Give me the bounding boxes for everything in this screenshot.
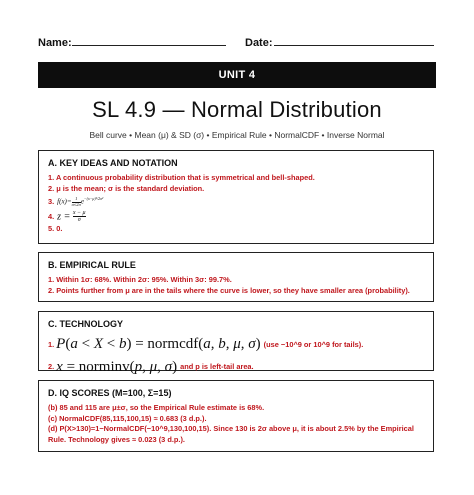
- section-heading: B. EMPIRICAL RULE: [48, 260, 136, 270]
- page-subtitle: Bell curve • Mean (μ) & SD (σ) • Empirical Rule • NormalCDF • Inverse Normal: [89, 130, 385, 140]
- text: symmetrical: [211, 173, 255, 182]
- item-number: 1.: [48, 339, 55, 349]
- text: bell-shaped: [271, 173, 313, 182]
- key-item-4: [48, 209, 424, 224]
- iq-line-c: (c) NormalCDF(85,115,100,15) ≈ 0.683 (3 d.p.).: [48, 413, 207, 423]
- page-title: SL 4.9 — Normal Distribution: [92, 97, 382, 122]
- text: .: [202, 183, 205, 193]
- text: standard deviation: [136, 183, 203, 193]
- item-number: 2.: [48, 362, 55, 372]
- text: .: [312, 173, 315, 182]
- key-item-2: [48, 184, 424, 195]
- text: 2. μ is the mean; σ is the: [48, 183, 137, 193]
- date-label: Date:: [245, 37, 273, 49]
- z-score-formula: z = $\frac{x - \mu}{\sigma}$: [57, 209, 86, 224]
- key-item-3: [48, 194, 424, 209]
- key-item-5: 5. 0.: [48, 224, 63, 234]
- norminv-formula: x = norminv(p, μ, σ): [56, 358, 178, 375]
- normcdf-formula: P(a < X < b) = normcdf(a, b, μ, σ): [56, 336, 261, 352]
- empirical-item-1: 1. Within 1σ: 68%. Within 2σ: 95%. Within 3σ: 99.7%.: [48, 275, 232, 284]
- tech-item-2: [48, 357, 424, 379]
- item-number: 3.: [48, 196, 55, 206]
- unit-label: UNIT 4: [218, 69, 256, 81]
- name-line[interactable]: [72, 45, 226, 46]
- text: 1. A continuous probability distribution that is: [48, 173, 212, 182]
- tech-note: (use −10^9 or 10^9 for tails).: [263, 339, 364, 349]
- iq-line-d: (d) P(X>130)=1−NormalCDF(−10^9,130,100,15). Since 130 is 2σ above μ, it is about 2.5% by the Empirical Rule. Technology gives ≈ 0.023 (3 d.p.).: [48, 424, 414, 445]
- pdf-formula: f(x)= $\frac{1}{\sigma√2\pi}$ $e^{-(x-\mu)^2/2\sigma^2}$: [57, 195, 104, 207]
- item-number: 4.: [48, 211, 55, 221]
- section-empirical-rule: [38, 252, 434, 302]
- section-heading: A. KEY IDEAS AND NOTATION: [48, 158, 178, 168]
- key-item-1: [48, 173, 424, 184]
- tech-item-1: [48, 334, 424, 356]
- section-technology: [38, 311, 434, 375]
- unit-banner: [38, 62, 436, 88]
- tech-note: and p is left-tail area.: [180, 362, 254, 372]
- section-key-ideas: [38, 150, 434, 244]
- text: and: [254, 173, 272, 182]
- section-heading: C. TECHNOLOGY: [48, 319, 124, 329]
- empirical-item-2: 2. Points further from μ are in the tails where the curve is lower, so they have smaller area (probability).: [48, 285, 410, 295]
- name-label: Name:: [38, 37, 72, 49]
- section-iq-scores: [38, 380, 434, 452]
- iq-line-b: (b) 85 and 115 are μ±σ, so the Empirical Rule estimate is 68%.: [48, 403, 265, 412]
- section-heading: D. IQ SCORES (M=100, Σ=15): [48, 388, 172, 398]
- date-line[interactable]: [274, 45, 434, 46]
